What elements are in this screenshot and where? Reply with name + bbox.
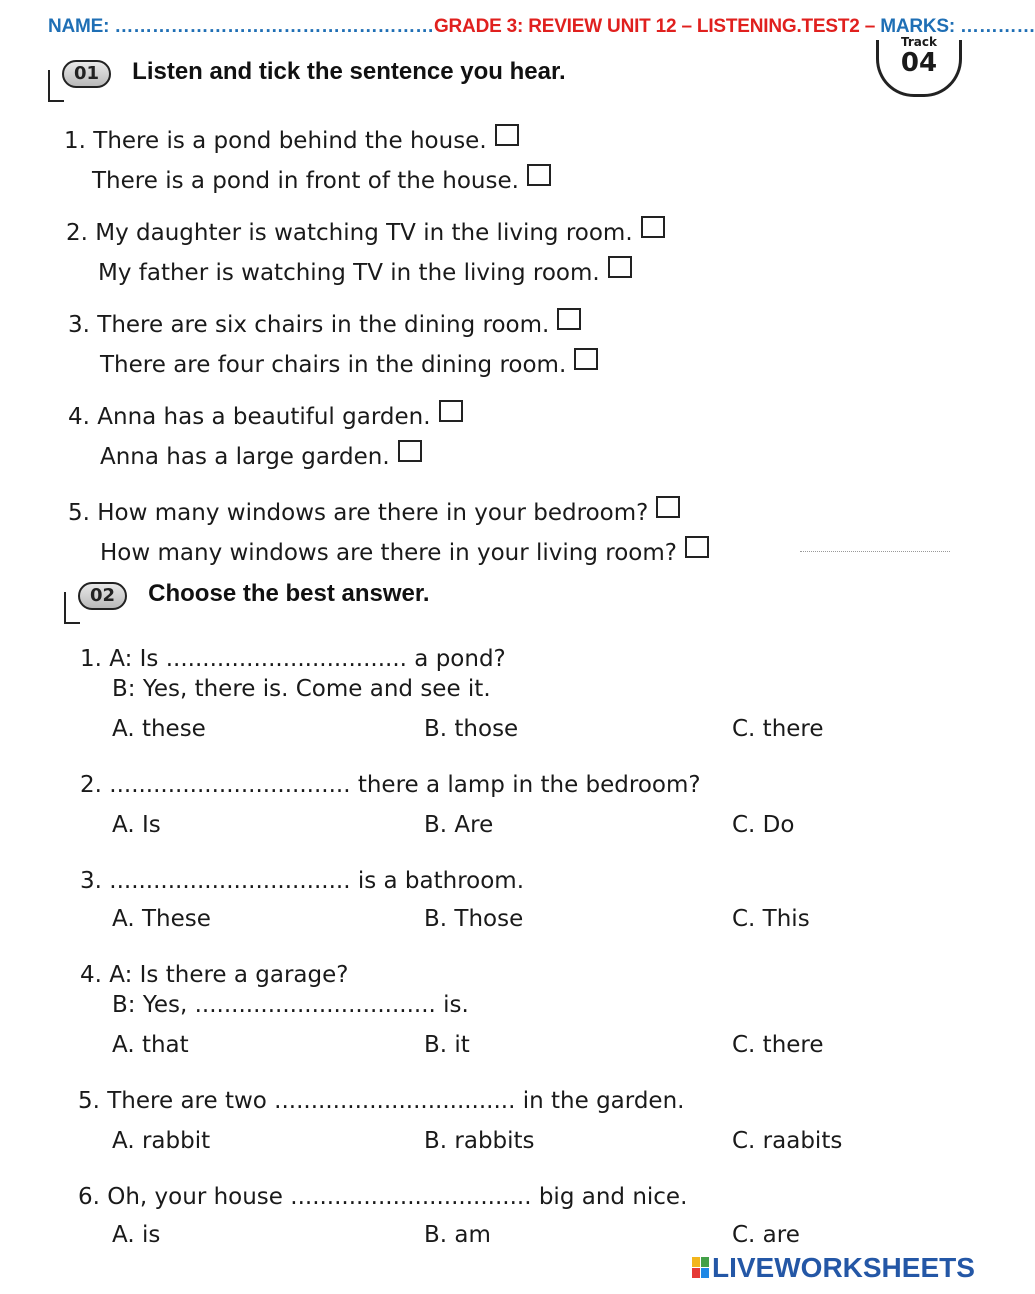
sentence-option: There is a pond behind the house. [93,128,487,154]
answer-option-a[interactable]: A. These [112,906,211,932]
item-number: 5. [68,500,90,526]
question-line: 6. Oh, your house ................................. big and nice. [78,1184,688,1210]
badge-stem-icon [48,70,64,102]
list-item [68,308,581,338]
sentence-option: My daughter is watching TV in the living room. [95,220,633,246]
tick-checkbox[interactable] [398,440,422,462]
badge-stem-icon [64,592,80,624]
sentence-option: There are six chairs in the dining room. [97,312,550,338]
answer-option-a[interactable]: A. these [112,716,206,742]
sentence-option: My father is watching TV in the living room. [98,260,600,286]
tick-checkbox[interactable] [495,124,519,146]
section2-badge-number: 02 [90,585,116,606]
tick-checkbox[interactable] [557,308,581,330]
sentence-option: Anna has a beautiful garden. [97,404,431,430]
question-line: 1. A: Is ................................. a pond? [80,646,506,672]
liveworksheets-logo[interactable] [692,1252,975,1284]
tick-checkbox[interactable] [527,164,551,186]
item-number: 4. [68,404,90,430]
list-item [100,348,598,378]
answer-option-b[interactable]: B. am [424,1222,491,1248]
sentence-option: How many windows are there in your living room? [100,540,677,566]
list-item [98,256,632,286]
question-line: 3. ................................. is a bathroom. [80,868,525,894]
answer-option-c[interactable]: C. Do [732,812,795,838]
section2-badge [78,582,127,610]
sentence-option: There is a pond in front of the house. [92,168,519,194]
answer-option-c[interactable]: C. are [732,1222,800,1248]
list-item [64,124,519,154]
item-number: 1. [64,128,86,154]
list-item [66,216,665,246]
tick-checkbox[interactable] [656,496,680,518]
sentence-option: There are four chairs in the dining room. [100,352,567,378]
answer-option-a[interactable]: A. Is [112,812,161,838]
tick-checkbox[interactable] [641,216,665,238]
list-item [92,164,551,194]
marks-label: MARKS: ………… [880,16,1035,37]
track-badge [876,35,962,97]
section1-badge-number: 01 [74,63,100,84]
answer-option-a[interactable]: A. is [112,1222,161,1248]
section2-title: Choose the best answer. [148,580,430,607]
question-line: 2. ................................. there a lamp in the bedroom? [80,772,701,798]
tick-checkbox[interactable] [685,536,709,558]
answer-option-b[interactable]: B. Are [424,812,494,838]
worksheet-header [48,16,1035,38]
question-line: B: Yes, ................................. is. [112,992,469,1018]
list-item [68,400,463,430]
answer-option-b[interactable]: B. it [424,1032,470,1058]
answer-option-c[interactable]: C. there [732,1032,824,1058]
list-item [100,536,709,566]
sentence-option: Anna has a large garden. [100,444,390,470]
section1-heading [62,58,566,88]
answer-option-b[interactable]: B. those [424,716,519,742]
sentence-option: How many windows are there in your bedroom? [97,500,649,526]
item-number: 2. [66,220,88,246]
answer-option-c[interactable]: C. This [732,906,810,932]
track-label: Track [901,35,937,49]
tick-checkbox[interactable] [574,348,598,370]
section1-title: Listen and tick the sentence you hear. [132,58,566,85]
section2-heading [78,580,430,610]
question-line: 5. There are two ................................. in the garden. [78,1088,685,1114]
liveworksheets-icon [692,1257,710,1279]
answer-option-a[interactable]: A. that [112,1032,189,1058]
name-label: NAME: …………………………………………… [48,16,434,37]
question-line: 4. A: Is there a garage? [80,962,349,988]
tick-checkbox[interactable] [608,256,632,278]
answer-option-c[interactable]: C. there [732,716,824,742]
worksheet-title: GRADE 3: REVIEW UNIT 12 – LISTENING.TEST2 – [433,16,881,37]
tick-checkbox[interactable] [439,400,463,422]
divider [800,551,950,552]
section1-badge [62,60,111,88]
list-item [68,496,680,526]
answer-option-c[interactable]: C. raabits [732,1128,843,1154]
answer-option-a[interactable]: A. rabbit [112,1128,211,1154]
answer-option-b[interactable]: B. rabbits [424,1128,535,1154]
answer-option-b[interactable]: B. Those [424,906,524,932]
question-line: B: Yes, there is. Come and see it. [112,676,491,702]
list-item [100,440,422,470]
item-number: 3. [68,312,90,338]
track-number: 04 [900,48,938,78]
logo-text: LIVEWORKSHEETS [712,1252,975,1283]
